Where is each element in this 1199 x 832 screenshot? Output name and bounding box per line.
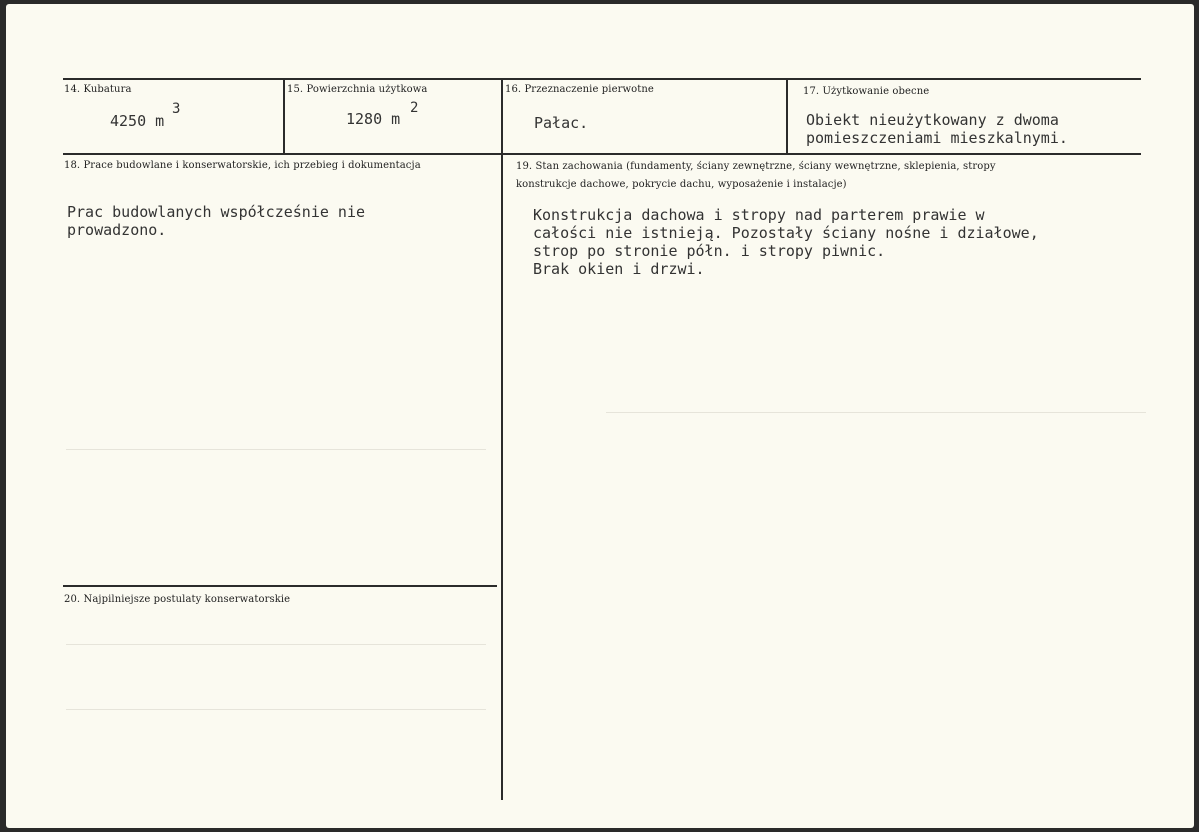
ghost-line bbox=[66, 709, 486, 710]
field-19-line-4: Brak okien i drzwi. bbox=[533, 260, 705, 278]
row-rule bbox=[63, 153, 1141, 155]
field-20-rule bbox=[63, 585, 497, 587]
field-16-label: 16. Przeznaczenie pierwotne bbox=[505, 84, 654, 95]
divider-16 bbox=[501, 78, 503, 800]
field-17-line-1: Obiekt nieużytkowany z dwoma bbox=[806, 111, 1059, 129]
field-19-line-1: Konstrukcja dachowa i stropy nad parterem prawie w bbox=[533, 206, 985, 224]
field-17-line-2: pomieszczeniami mieszkalnymi. bbox=[806, 129, 1068, 147]
field-18-line-2: prowadzono. bbox=[67, 221, 167, 239]
divider-17 bbox=[786, 78, 788, 155]
field-18-label: 18. Prace budowlane i konserwatorskie, ich przebieg i dokumentacja bbox=[64, 160, 421, 171]
ghost-line bbox=[66, 449, 486, 450]
field-14-label: 14. Kubatura bbox=[64, 84, 132, 95]
field-18-line-1: Prac budowlanych współcześnie nie bbox=[67, 203, 366, 221]
field-19-line-3: strop po stronie półn. i stropy piwnic. bbox=[533, 242, 886, 260]
field-19-label-line-1: 19. Stan zachowania (fundamenty, ściany zewnętrzne, ściany wewnętrzne, sklepienia, stropy bbox=[516, 161, 996, 172]
ghost-line bbox=[606, 412, 1146, 413]
field-14-value: 4250 m bbox=[110, 112, 165, 130]
field-19-line-2: całości nie istnieją. Pozostały ściany nośne i działowe, bbox=[533, 224, 1039, 242]
top-rule bbox=[63, 78, 1141, 80]
ghost-line bbox=[66, 644, 486, 645]
field-16-value: Pałac. bbox=[534, 114, 589, 132]
field-14-unit-exponent: 3 bbox=[172, 101, 181, 117]
record-card bbox=[6, 4, 1194, 828]
field-19-label-line-2: konstrukcje dachowe, pokrycie dachu, wyposażenie i instalacje) bbox=[516, 179, 847, 190]
field-15-label: 15. Powierzchnia użytkowa bbox=[287, 84, 428, 95]
field-15-value: 1280 m bbox=[346, 110, 401, 128]
divider-15 bbox=[283, 78, 285, 155]
field-20-label: 20. Najpilniejsze postulaty konserwatorskie bbox=[64, 594, 291, 605]
field-15-unit-exponent: 2 bbox=[410, 100, 419, 116]
field-17-label: 17. Użytkowanie obecne bbox=[803, 86, 930, 97]
